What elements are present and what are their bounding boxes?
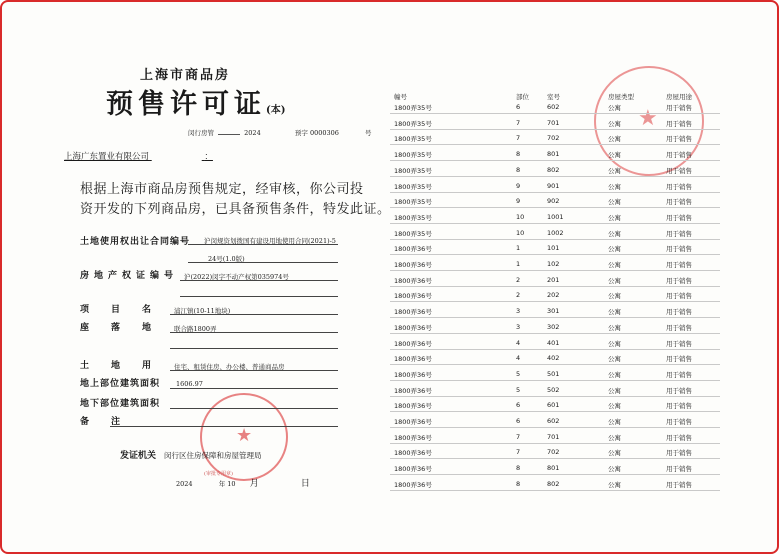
- row-divider: [390, 192, 720, 193]
- table-row: [390, 480, 720, 492]
- row-divider: [390, 270, 720, 271]
- cell-use: 用于销售: [666, 182, 692, 191]
- seal-star-icon: ★: [638, 106, 658, 131]
- cell-room: 502: [547, 385, 560, 394]
- issue-month-unit: 月: [249, 479, 259, 489]
- row-divider: [390, 207, 720, 208]
- table-row: [390, 386, 720, 398]
- row-divider: [390, 176, 720, 177]
- cell-floor: 4: [516, 354, 521, 363]
- cell-type: 公寓: [608, 166, 621, 175]
- above-ground-area-label: 地上部位建筑面积: [80, 379, 161, 389]
- table-row: [390, 276, 720, 288]
- cell-use: 用于销售: [666, 245, 692, 254]
- cell-type: 公寓: [608, 370, 621, 379]
- cell-type: 公寓: [608, 402, 621, 411]
- row-divider: [390, 490, 720, 491]
- row-divider: [390, 380, 720, 381]
- cell-room: 901: [547, 181, 560, 190]
- cell-building: 1800弄36号: [394, 276, 432, 285]
- cell-floor: 6: [516, 417, 521, 425]
- cell-room: 701: [547, 432, 560, 441]
- cell-floor: 10: [516, 228, 525, 237]
- company-name: [64, 150, 213, 162]
- row-divider: [390, 333, 720, 334]
- cell-use: 用于销售: [666, 418, 692, 426]
- header-floor: 部位: [516, 93, 529, 101]
- cell-room: 802: [547, 479, 560, 488]
- cell-type: 公寓: [608, 323, 621, 332]
- cell-type: 公寓: [608, 104, 621, 112]
- row-divider: [390, 474, 720, 475]
- row-divider: [390, 427, 720, 428]
- table-row: [390, 323, 720, 335]
- issue-year: 2024: [176, 480, 193, 488]
- cert-number: 0000306: [309, 129, 339, 137]
- row-divider: [390, 286, 720, 287]
- cell-building: 1800弄35号: [394, 198, 432, 207]
- cell-use: 用于销售: [666, 276, 692, 285]
- company-name-colon: ：: [204, 152, 213, 162]
- table-row: [390, 213, 720, 225]
- cell-use: 用于销售: [666, 402, 692, 411]
- land-contract-label: 土地使用权出让合同编号: [80, 237, 191, 247]
- cell-building: 1800弄36号: [394, 292, 432, 301]
- cell-floor: 9: [516, 181, 521, 190]
- cell-floor: 10: [516, 212, 525, 221]
- cell-room: 702: [547, 134, 560, 143]
- cell-room: 801: [547, 464, 560, 473]
- row-divider: [390, 443, 720, 444]
- cell-use: 用于销售: [666, 104, 692, 112]
- cell-room: 701: [547, 118, 560, 127]
- issue-year-unit: 年: [218, 480, 226, 488]
- cell-type: 公寓: [608, 339, 621, 348]
- body-line-1: 根据上海市商品房预售规定，经审核，你公司投: [80, 182, 364, 197]
- cell-room: 602: [547, 103, 560, 111]
- table-row: [390, 307, 720, 319]
- row-divider: [390, 223, 720, 224]
- cell-room: 802: [547, 165, 560, 174]
- cell-room: 601: [547, 401, 560, 410]
- cell-type: 公寓: [608, 245, 621, 254]
- row-divider: [390, 113, 720, 114]
- cell-floor: 1: [516, 260, 521, 268]
- table-row: [390, 229, 720, 241]
- cell-room: 402: [547, 354, 560, 363]
- land-contract-value: 沪闵规资划拨国有建设用地使用合同(2021)-5: [204, 237, 336, 245]
- cell-floor: 3: [516, 307, 521, 316]
- issue-month: 10: [227, 480, 236, 488]
- cell-room: 1001: [547, 212, 564, 221]
- cell-building: 1800弄35号: [394, 135, 432, 144]
- cell-building: 1800弄36号: [394, 323, 432, 332]
- issuer-label: 发证机关: [120, 451, 157, 461]
- cell-use: 用于销售: [666, 151, 692, 160]
- table-row: [390, 291, 720, 303]
- cell-floor: 7: [516, 432, 521, 441]
- cell-use: 用于销售: [666, 198, 692, 207]
- cell-building: 1800弄36号: [394, 355, 432, 364]
- row-divider: [390, 458, 720, 459]
- title-suffix: (本): [266, 105, 286, 116]
- cell-building: 1800弄36号: [394, 339, 432, 348]
- land-use-value: 住宅、租赁住房、办公楼、普通商品房: [174, 363, 285, 371]
- cell-use: 用于销售: [666, 355, 692, 364]
- row-divider: [390, 239, 720, 240]
- cell-building: 1800弄35号: [394, 119, 432, 128]
- cell-use: 用于销售: [666, 370, 692, 379]
- cell-building: 1800弄36号: [394, 386, 432, 395]
- cell-floor: 4: [516, 338, 521, 347]
- cell-building: 1800弄35号: [394, 104, 432, 112]
- cert-number-suffix: 号: [365, 129, 372, 137]
- cell-type: 公寓: [608, 418, 621, 426]
- table-row: [390, 354, 720, 366]
- cell-type: 公寓: [608, 308, 621, 317]
- cell-room: 801: [547, 150, 560, 159]
- cell-floor: 6: [516, 103, 521, 111]
- cell-use: 用于销售: [666, 261, 692, 269]
- row-divider: [390, 301, 720, 302]
- cell-type: 公寓: [608, 151, 621, 160]
- cell-type: 公寓: [608, 198, 621, 207]
- cell-floor: 8: [516, 479, 521, 488]
- cell-building: 1800弄36号: [394, 308, 432, 317]
- page-title: [106, 82, 285, 121]
- header-type: 房屋类型: [608, 93, 634, 101]
- cell-type: 公寓: [608, 465, 621, 474]
- cell-building: 1800弄35号: [394, 166, 432, 175]
- cell-room: 401: [547, 338, 560, 347]
- table-row: [390, 417, 720, 429]
- cell-room: 602: [547, 417, 560, 425]
- cell-floor: 2: [516, 275, 521, 284]
- cell-floor: 2: [516, 291, 521, 300]
- below-ground-area-label: 地下部位建筑面积: [80, 399, 161, 409]
- above-ground-area-value: 1606.97: [176, 380, 203, 388]
- cell-type: 公寓: [608, 355, 621, 364]
- cell-floor: 5: [516, 369, 521, 378]
- cell-floor: 7: [516, 118, 521, 127]
- cell-floor: 3: [516, 322, 521, 331]
- table-row: [390, 166, 720, 178]
- cell-room: 102: [547, 260, 560, 268]
- cell-room: 302: [547, 322, 560, 331]
- table-row: [390, 134, 720, 146]
- cell-building: 1800弄36号: [394, 480, 432, 489]
- cell-use: 用于销售: [666, 213, 692, 222]
- cell-floor: 7: [516, 134, 521, 143]
- cell-room: 902: [547, 197, 560, 206]
- project-name-value: 浦江镇(10-11地块): [174, 307, 231, 315]
- cell-building: 1800弄35号: [394, 229, 432, 238]
- title-text: 预售许可证: [106, 89, 266, 120]
- cell-room: 101: [547, 244, 560, 253]
- cell-type: 公寓: [608, 182, 621, 191]
- table-row: [390, 150, 720, 162]
- header-building: 幢号: [394, 93, 407, 101]
- cell-building: 1800弄36号: [394, 370, 432, 379]
- header-room: 室号: [547, 93, 560, 101]
- row-divider: [390, 364, 720, 365]
- cell-room: 202: [547, 291, 560, 300]
- cell-use: 用于销售: [666, 433, 692, 442]
- table-row: [390, 448, 720, 460]
- property-cert-value: 沪(2022)闵字不动产权第035974号: [184, 273, 289, 281]
- cell-use: 用于销售: [666, 480, 692, 489]
- table-row: [390, 339, 720, 351]
- table-row: [390, 182, 720, 194]
- cell-building: 1800弄35号: [394, 151, 432, 160]
- row-divider: [390, 254, 720, 255]
- cell-room: 301: [547, 307, 560, 316]
- cell-floor: 8: [516, 464, 521, 473]
- cell-type: 公寓: [608, 386, 621, 395]
- cell-type: 公寓: [608, 480, 621, 489]
- issuer-seal-subtitle: (审批专用章): [204, 471, 233, 477]
- land-use-label: 土地用: [80, 361, 174, 371]
- table-row: [390, 401, 720, 413]
- cell-building: 1800弄35号: [394, 213, 432, 222]
- issue-date: [176, 476, 310, 489]
- cell-building: 1800弄36号: [394, 465, 432, 474]
- cell-use: 用于销售: [666, 229, 692, 238]
- row-divider: [390, 144, 720, 145]
- cell-use: 用于销售: [666, 166, 692, 175]
- cell-building: 1800弄36号: [394, 402, 432, 411]
- cert-number-line: [188, 128, 372, 137]
- cell-building: 1800弄36号: [394, 418, 432, 426]
- table-row: [390, 197, 720, 209]
- table-row: [390, 260, 720, 272]
- row-divider: [390, 317, 720, 318]
- issue-day-unit: 日: [300, 479, 310, 489]
- cell-use: 用于销售: [666, 339, 692, 348]
- cell-use: 用于销售: [666, 292, 692, 301]
- super-title: 上海市商品房: [140, 68, 231, 83]
- cell-floor: 8: [516, 150, 521, 159]
- issuer-name: 闵行区住房保障和房屋管理局: [164, 451, 262, 460]
- cell-floor: 8: [516, 165, 521, 174]
- row-divider: [390, 129, 720, 130]
- cell-type: 公寓: [608, 292, 621, 301]
- cell-type: 公寓: [608, 135, 621, 144]
- seal-star-icon: ★: [236, 425, 253, 446]
- body-line-2: 资开发的下列商品房，已具备预售条件，特发此证。: [80, 202, 391, 217]
- cell-floor: 5: [516, 385, 521, 394]
- cell-type: 公寓: [608, 213, 621, 222]
- land-contract-value-2: 24号(1.0版): [208, 255, 245, 263]
- cert-number-mark: 预字: [294, 129, 308, 137]
- company-name-text: 上海广东置业有限公司: [64, 152, 150, 162]
- property-cert-label: 房地产权证编号: [80, 271, 179, 281]
- cell-building: 1800弄35号: [394, 182, 432, 191]
- cell-room: 1002: [547, 228, 564, 237]
- cell-room: 702: [547, 448, 560, 457]
- cell-type: 公寓: [608, 119, 621, 128]
- cell-floor: 1: [516, 244, 521, 253]
- cell-building: 1800弄36号: [394, 245, 432, 254]
- cell-floor: 9: [516, 197, 521, 206]
- table-row: [390, 370, 720, 382]
- table-row: [390, 119, 720, 131]
- cell-room: 201: [547, 275, 560, 284]
- location-label: 座落地: [80, 323, 174, 333]
- cell-room: 501: [547, 369, 560, 378]
- cell-type: 公寓: [608, 276, 621, 285]
- cell-use: 用于销售: [666, 386, 692, 395]
- issuer-seal: [200, 393, 288, 481]
- project-name-label: 项目名: [80, 305, 174, 315]
- cell-use: 用于销售: [666, 135, 692, 144]
- row-divider: [390, 160, 720, 161]
- table-row: [390, 103, 720, 115]
- table-row: [390, 464, 720, 476]
- row-divider: [390, 349, 720, 350]
- cert-year: 2024: [244, 129, 261, 137]
- cell-building: 1800弄36号: [394, 433, 432, 442]
- cert-number-prefix: 闵行房管: [188, 129, 214, 137]
- remarks-label: 备注: [80, 417, 143, 427]
- cell-floor: 6: [516, 401, 521, 410]
- cell-use: 用于销售: [666, 323, 692, 332]
- cell-use: 用于销售: [666, 119, 692, 128]
- header-use: 房屋用途: [666, 93, 692, 101]
- cell-floor: 7: [516, 448, 521, 457]
- cell-type: 公寓: [608, 433, 621, 442]
- row-divider: [390, 396, 720, 397]
- cell-type: 公寓: [608, 261, 621, 269]
- cell-building: 1800弄36号: [394, 449, 432, 458]
- table-row: [390, 244, 720, 256]
- cell-building: 1800弄36号: [394, 261, 432, 269]
- cell-use: 用于销售: [666, 465, 692, 474]
- cell-type: 公寓: [608, 229, 621, 238]
- cell-use: 用于销售: [666, 308, 692, 317]
- table-row: [390, 433, 720, 445]
- cell-type: 公寓: [608, 449, 621, 458]
- cell-use: 用于销售: [666, 449, 692, 458]
- row-divider: [390, 411, 720, 412]
- location-value: 联合路1800弄: [174, 325, 217, 333]
